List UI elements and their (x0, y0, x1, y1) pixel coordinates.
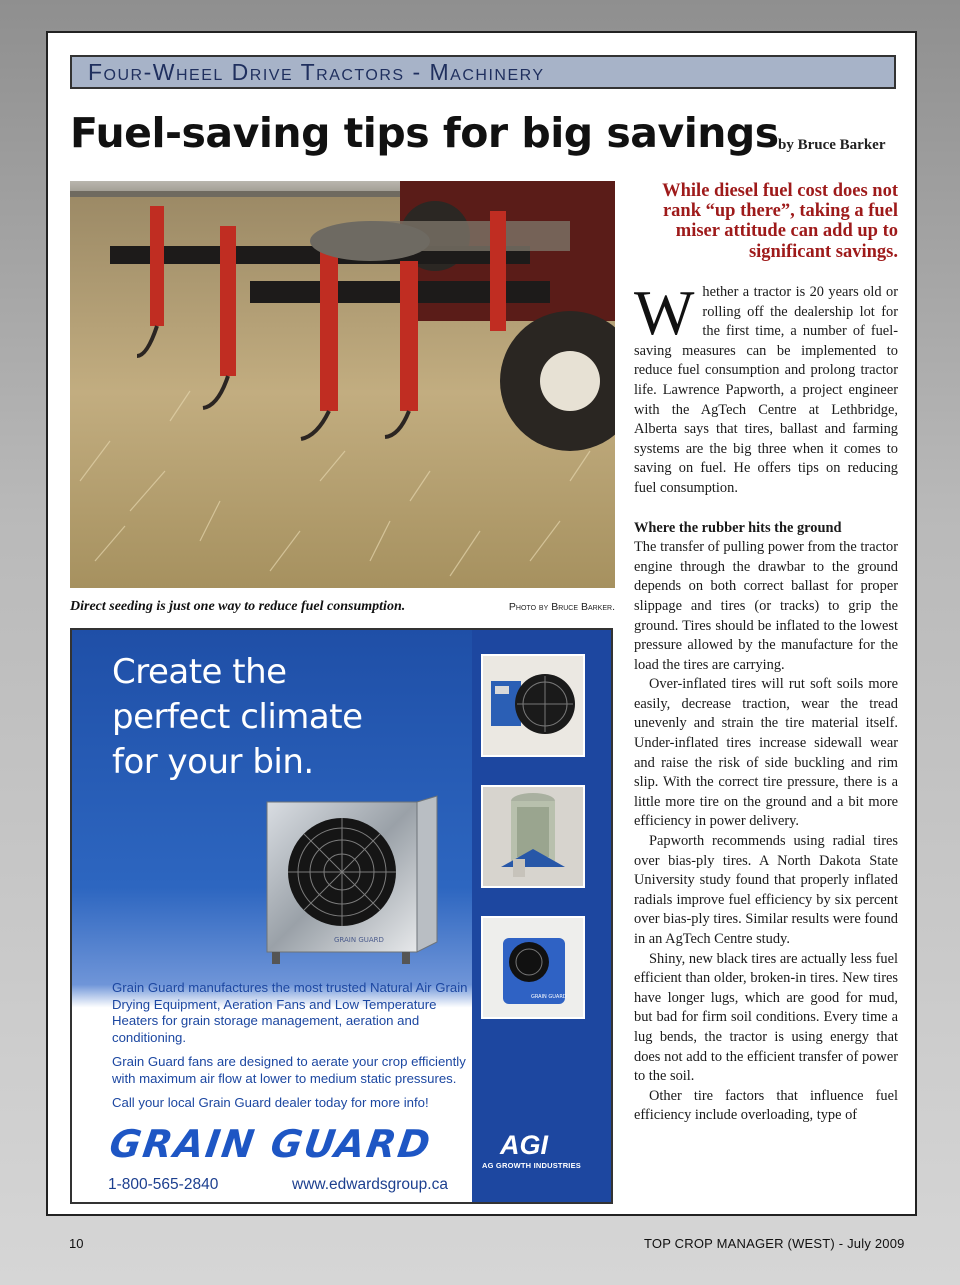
ad-phone-number[interactable]: 1-800-565-2840 (108, 1176, 219, 1193)
ad-body-paragraph: Grain Guard fans are designed to aerate your crop efficiently with maximum air flow at lower to medium static pressures. (112, 1054, 466, 1086)
ad-headline-line: Create the (112, 652, 287, 692)
product-thumb-heater (481, 785, 585, 888)
body-paragraph: Shiny, new black tires are actually less fuel efficient than older, broken-in tires. New tires have longer lugs, which are good for mud, but bad for firm soil conditions. Every time a lug bends, the tractor is using energy that does not add to the efficient transfer of power to the soil. (634, 950, 898, 1085)
body-paragraph: The transfer of pulling power from the tractor engine through the drawbar to the ground depends on both correct ballast for proper slippage and tires (or tracks) to grip the ground. Tires should be inflated to the lowest pressure allowed by the manufacture for the load the tires are carrying. (634, 539, 898, 673)
heater-icon (483, 787, 583, 886)
ad-headline-line: perfect climate (112, 697, 363, 737)
ad-body-paragraph: Grain Guard manufactures the most trusted Natural Air Grain Drying Equipment, Aeration Fans and Low Temperature Heaters for grain storage management, aeration and conditioning. (112, 980, 468, 1045)
grain-guard-advertisement[interactable] (70, 628, 613, 1204)
body-paragraph: Papworth recommends using radial tires over bias-ply tires. A North Dakota State University study found that properly inflated radials improve fuel efficiency by six percent over bias-ply tires. Similar results were found in an AgTech Centre study. (634, 833, 898, 947)
ad-body (112, 980, 482, 1120)
body-paragraph: Over-inflated tires will rut soft soils more easily, decrease traction, wear the tread unevenly and strain the tire material itself. Under-inflated tires increase sidewall wear and raise the risk of side buckling and rim slip. With the correct tire pressure, there is a little more tire on the ground and a bit more efficiency in power delivery. (634, 676, 898, 830)
subheading: Where the rubber hits the ground (634, 519, 842, 536)
intro-paragraph (634, 277, 898, 499)
ad-headline (112, 650, 363, 785)
ad-website-link[interactable]: www.edwardsgroup.ca (292, 1176, 448, 1193)
caption-text: Direct seeding is just one way to reduce fuel consumption. (70, 599, 406, 614)
photo-credit: Photo by Bruce Barker. (508, 601, 615, 613)
intro-text: hether a tractor is 20 years old or rolling off the dealership lot for the first time, a number of fuel-saving measures can be implemented to reduce fuel consumption and prolong tractor life. Lawrence Papworth, a project engineer with the AgTech Centre at Lethbridge, Alberta says that tires, ballast and farming systems are the big three when it comes to saving on fuel. He offers tips on reducing fuel consumption. (634, 284, 898, 496)
agi-company-name: AG GROWTH INDUSTRIES (482, 1161, 581, 1170)
ad-headline-line: for your bin. (112, 742, 314, 782)
blower-fan-icon (483, 918, 583, 1017)
product-thumb-blower (481, 916, 585, 1019)
agi-logo: AGI (500, 1130, 549, 1160)
article-title: Fuel-saving tips for big savings (70, 109, 779, 157)
article-dek: While diesel fuel cost does not rank “up there”, taking a fuel miser attitude can add up to significant savings. (662, 181, 898, 262)
ad-product-strip (472, 630, 611, 1202)
ad-body-paragraph: Call your local Grain Guard dealer today for more info! (112, 1095, 429, 1110)
aeration-fan-image (262, 792, 452, 972)
heater-fan-icon (483, 656, 583, 755)
byline: by Bruce Barker (778, 137, 886, 153)
article-body (634, 277, 898, 1126)
blower-label: GRAIN GUARD (531, 994, 567, 1000)
photo-caption (70, 599, 615, 615)
page-number: 10 (69, 1236, 84, 1251)
grain-guard-logo: GRAIN GUARD (106, 1122, 435, 1166)
tractor-seeder-image (70, 181, 615, 588)
product-thumb-heater-fan (481, 654, 585, 757)
publication-info: TOP CROP MANAGER (WEST) - July 2009 (644, 1236, 905, 1251)
article-photo (70, 181, 615, 588)
magazine-page (46, 31, 917, 1216)
body-paragraph: Other tire factors that influence fuel efficiency include overloading, type of (634, 1087, 898, 1124)
fan-label: GRAIN GUARD (334, 936, 384, 944)
drop-cap: W (634, 277, 695, 348)
section-header: Four-Wheel Drive Tractors - Machinery (70, 55, 896, 89)
